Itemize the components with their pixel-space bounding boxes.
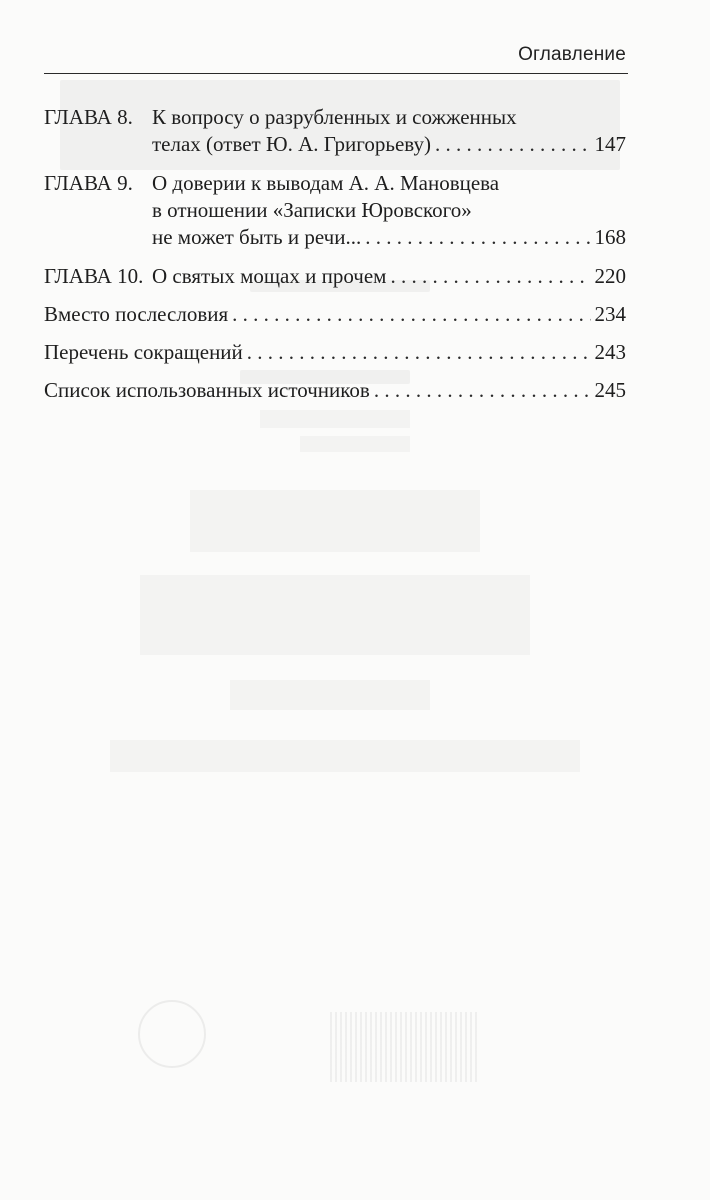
bleed-through-mark bbox=[190, 490, 480, 552]
entry-title-line: в отношении «Записки Юровского» bbox=[152, 198, 472, 222]
bleed-through-barcode bbox=[330, 1012, 480, 1082]
entry-title-line: телах (ответ Ю. А. Григорьеву) bbox=[152, 132, 431, 156]
chapter-label: ГЛАВА 10. bbox=[44, 264, 144, 288]
dot-leader bbox=[374, 377, 591, 404]
running-head: Оглавление bbox=[518, 44, 626, 65]
dot-leader bbox=[247, 339, 591, 366]
entry-title-line: О доверии к выводам А. А. Мановцева bbox=[152, 171, 500, 195]
entry-title-line: не может быть и речи... bbox=[152, 225, 362, 249]
page-number: 245 bbox=[594, 378, 626, 402]
chapter-label: ГЛАВА 8. bbox=[44, 105, 133, 129]
toc-entry-chapter-9 bbox=[44, 170, 626, 251]
page-number: 243 bbox=[594, 340, 626, 364]
toc-entry-chapter-8 bbox=[44, 104, 626, 158]
dot-leader bbox=[390, 263, 590, 290]
page-number: 147 bbox=[594, 132, 626, 156]
dot-leader bbox=[232, 301, 590, 328]
header-rule bbox=[44, 73, 628, 74]
chapter-label: ГЛАВА 9. bbox=[44, 171, 133, 195]
bleed-through-mark bbox=[110, 740, 580, 772]
bleed-through-mark bbox=[140, 575, 530, 655]
entry-title-line: Список использованных источников bbox=[44, 378, 370, 402]
toc-entry-abbreviations bbox=[44, 339, 626, 366]
page-number: 168 bbox=[594, 225, 626, 249]
bleed-through-mark bbox=[260, 410, 410, 428]
bleed-through-mark bbox=[230, 680, 430, 710]
dot-leader bbox=[435, 131, 591, 158]
page-number: 234 bbox=[594, 302, 626, 326]
bleed-through-stamp bbox=[138, 1000, 206, 1068]
toc-entry-chapter-10 bbox=[44, 263, 626, 290]
entry-title-line: К вопросу о разрубленных и сожженных bbox=[152, 105, 517, 129]
bleed-through-mark bbox=[300, 436, 410, 452]
toc-entry-afterword bbox=[44, 301, 626, 328]
toc-entry-sources bbox=[44, 377, 626, 404]
entry-title-line: Вместо послесловия bbox=[44, 302, 229, 326]
entry-title-line: О святых мощах и прочем bbox=[152, 264, 387, 288]
page-number: 220 bbox=[594, 264, 626, 288]
table-of-contents bbox=[44, 104, 626, 404]
dot-leader bbox=[365, 224, 590, 251]
entry-title-line: Перечень сокращений bbox=[44, 340, 243, 364]
